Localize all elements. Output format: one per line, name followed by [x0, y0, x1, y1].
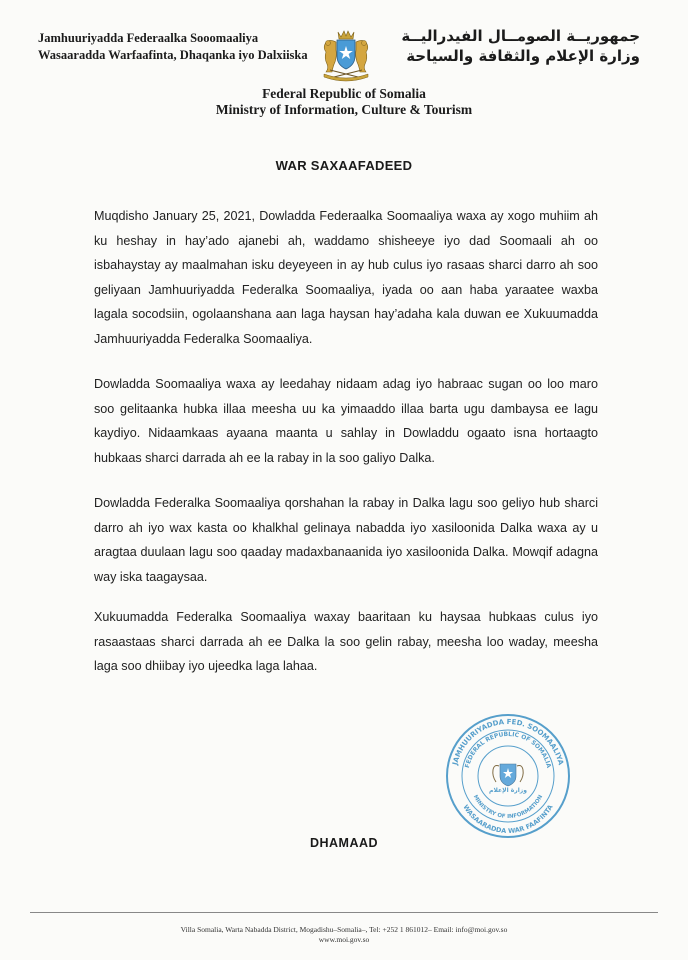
closing-text: DHAMAAD — [309, 836, 379, 850]
seal-emblem-icon — [493, 764, 523, 786]
paragraph-4: Xukuumadda Federalka Soomaaliya waxay baaritaan ku haysaa hubkaas culus iyo rasaastaas sharci darrada ah ee Dalka la soo gelin rabay, meesha loo waday, meesha laga soo dhiibay iyo ujeedka laga lahaa. — [94, 610, 598, 673]
seal-inner-text: FEDERAL REPUBLIC OF SOMALIA — [463, 730, 553, 769]
header-left-line2: Wasaaradda Warfaafinta, Dhaqanka iyo Dalxiiska — [38, 48, 308, 62]
seal-outer-text: JAMHUURIYADDA FED. SOOMAALIYA — [451, 717, 565, 766]
header-left-block — [38, 30, 308, 64]
paragraph-3: Dowladda Federalka Soomaaliya qorshahan la rabay in Dalka lagu soo geliyo hub sharci darro ah iyo wax kasta oo khalkhal gelinaya nabadda iyo xasiloonida Dalka waxa ay u aragtaa duulaan lagu soo qaaday madaxbanaanida iyo xasiloonida Dalka. Mowqif adagna way iska taagaysaa. — [94, 496, 598, 584]
footer-website: www.moi.gov.so — [318, 935, 370, 944]
seal-arabic-text: وزارة الإعلام — [489, 787, 527, 794]
press-release-title: WAR SAXAAFADEED — [275, 158, 413, 173]
header-center-line2: Ministry of Information, Culture & Tourism — [215, 102, 473, 117]
somalia-coat-of-arms-icon — [316, 28, 376, 82]
header-left-line1: Jamhuuriyadda Federaalka Sooomaaliya — [38, 31, 259, 45]
paragraph-1: Muqdisho January 25, 2021, Dowladda Federaalka Soomaaliya waxa ay xogo muhiim ah ku heshay in hay’ado ajanebi ah, waddamo shisheeye iyo dad Soomaali ah oo isbahaystay ay maalmahan isku deyeyeen in ay hub culus iyo rasaas sharci darro ah soo geliyaan Jamhuuriyadda Federalka Soomaaliya, iyada oo aan haba yaraatee waxba lagala socodsiin, ogolaanshana aan laga haysan hay’adaha kala duwan ee Xukuumadda Jamhuuriyadda Federalka Soomaaliya. — [94, 209, 598, 346]
footer-divider — [30, 912, 658, 913]
header-center-line1: Federal Republic of Somalia — [262, 86, 426, 101]
seal-bottom-text: WASAARADDA WAR FAAFINTA — [461, 803, 555, 836]
header-center-block — [0, 86, 688, 118]
header-right-line1: جمهوريــة الصومــال الفيدراليــة — [401, 27, 640, 45]
header-right-line2: وزارة الإعلام والثقافة والسياحة — [406, 47, 640, 65]
seal-lower-text: MINISTRY OF INFORMATION — [471, 794, 545, 821]
ministry-stamp-seal — [444, 712, 572, 840]
paragraph-2: Dowladda Soomaaliya waxa ay leedahay nidaam adag iyo habraac sugan oo loo maro soo gelitaanka hubka illaa meesha uu ka yimaaddo illaa barta ugu dambaysa ee lagu kaydiyo. Nidaamkaas ayaana maanta u sahlay in Dowladdu ogaato isna hortaagto hubkaas sharci darrada ah ee la rabay in la soo galiyo Dalka. — [94, 377, 598, 465]
footer-block — [0, 925, 688, 945]
footer-address: Villa Somalia, Warta Nabadda District, Mogadishu–Somalia–, Tel: +252 1 861012– Email: info@moi.gov.so — [180, 925, 508, 934]
header-right-block — [401, 26, 640, 66]
